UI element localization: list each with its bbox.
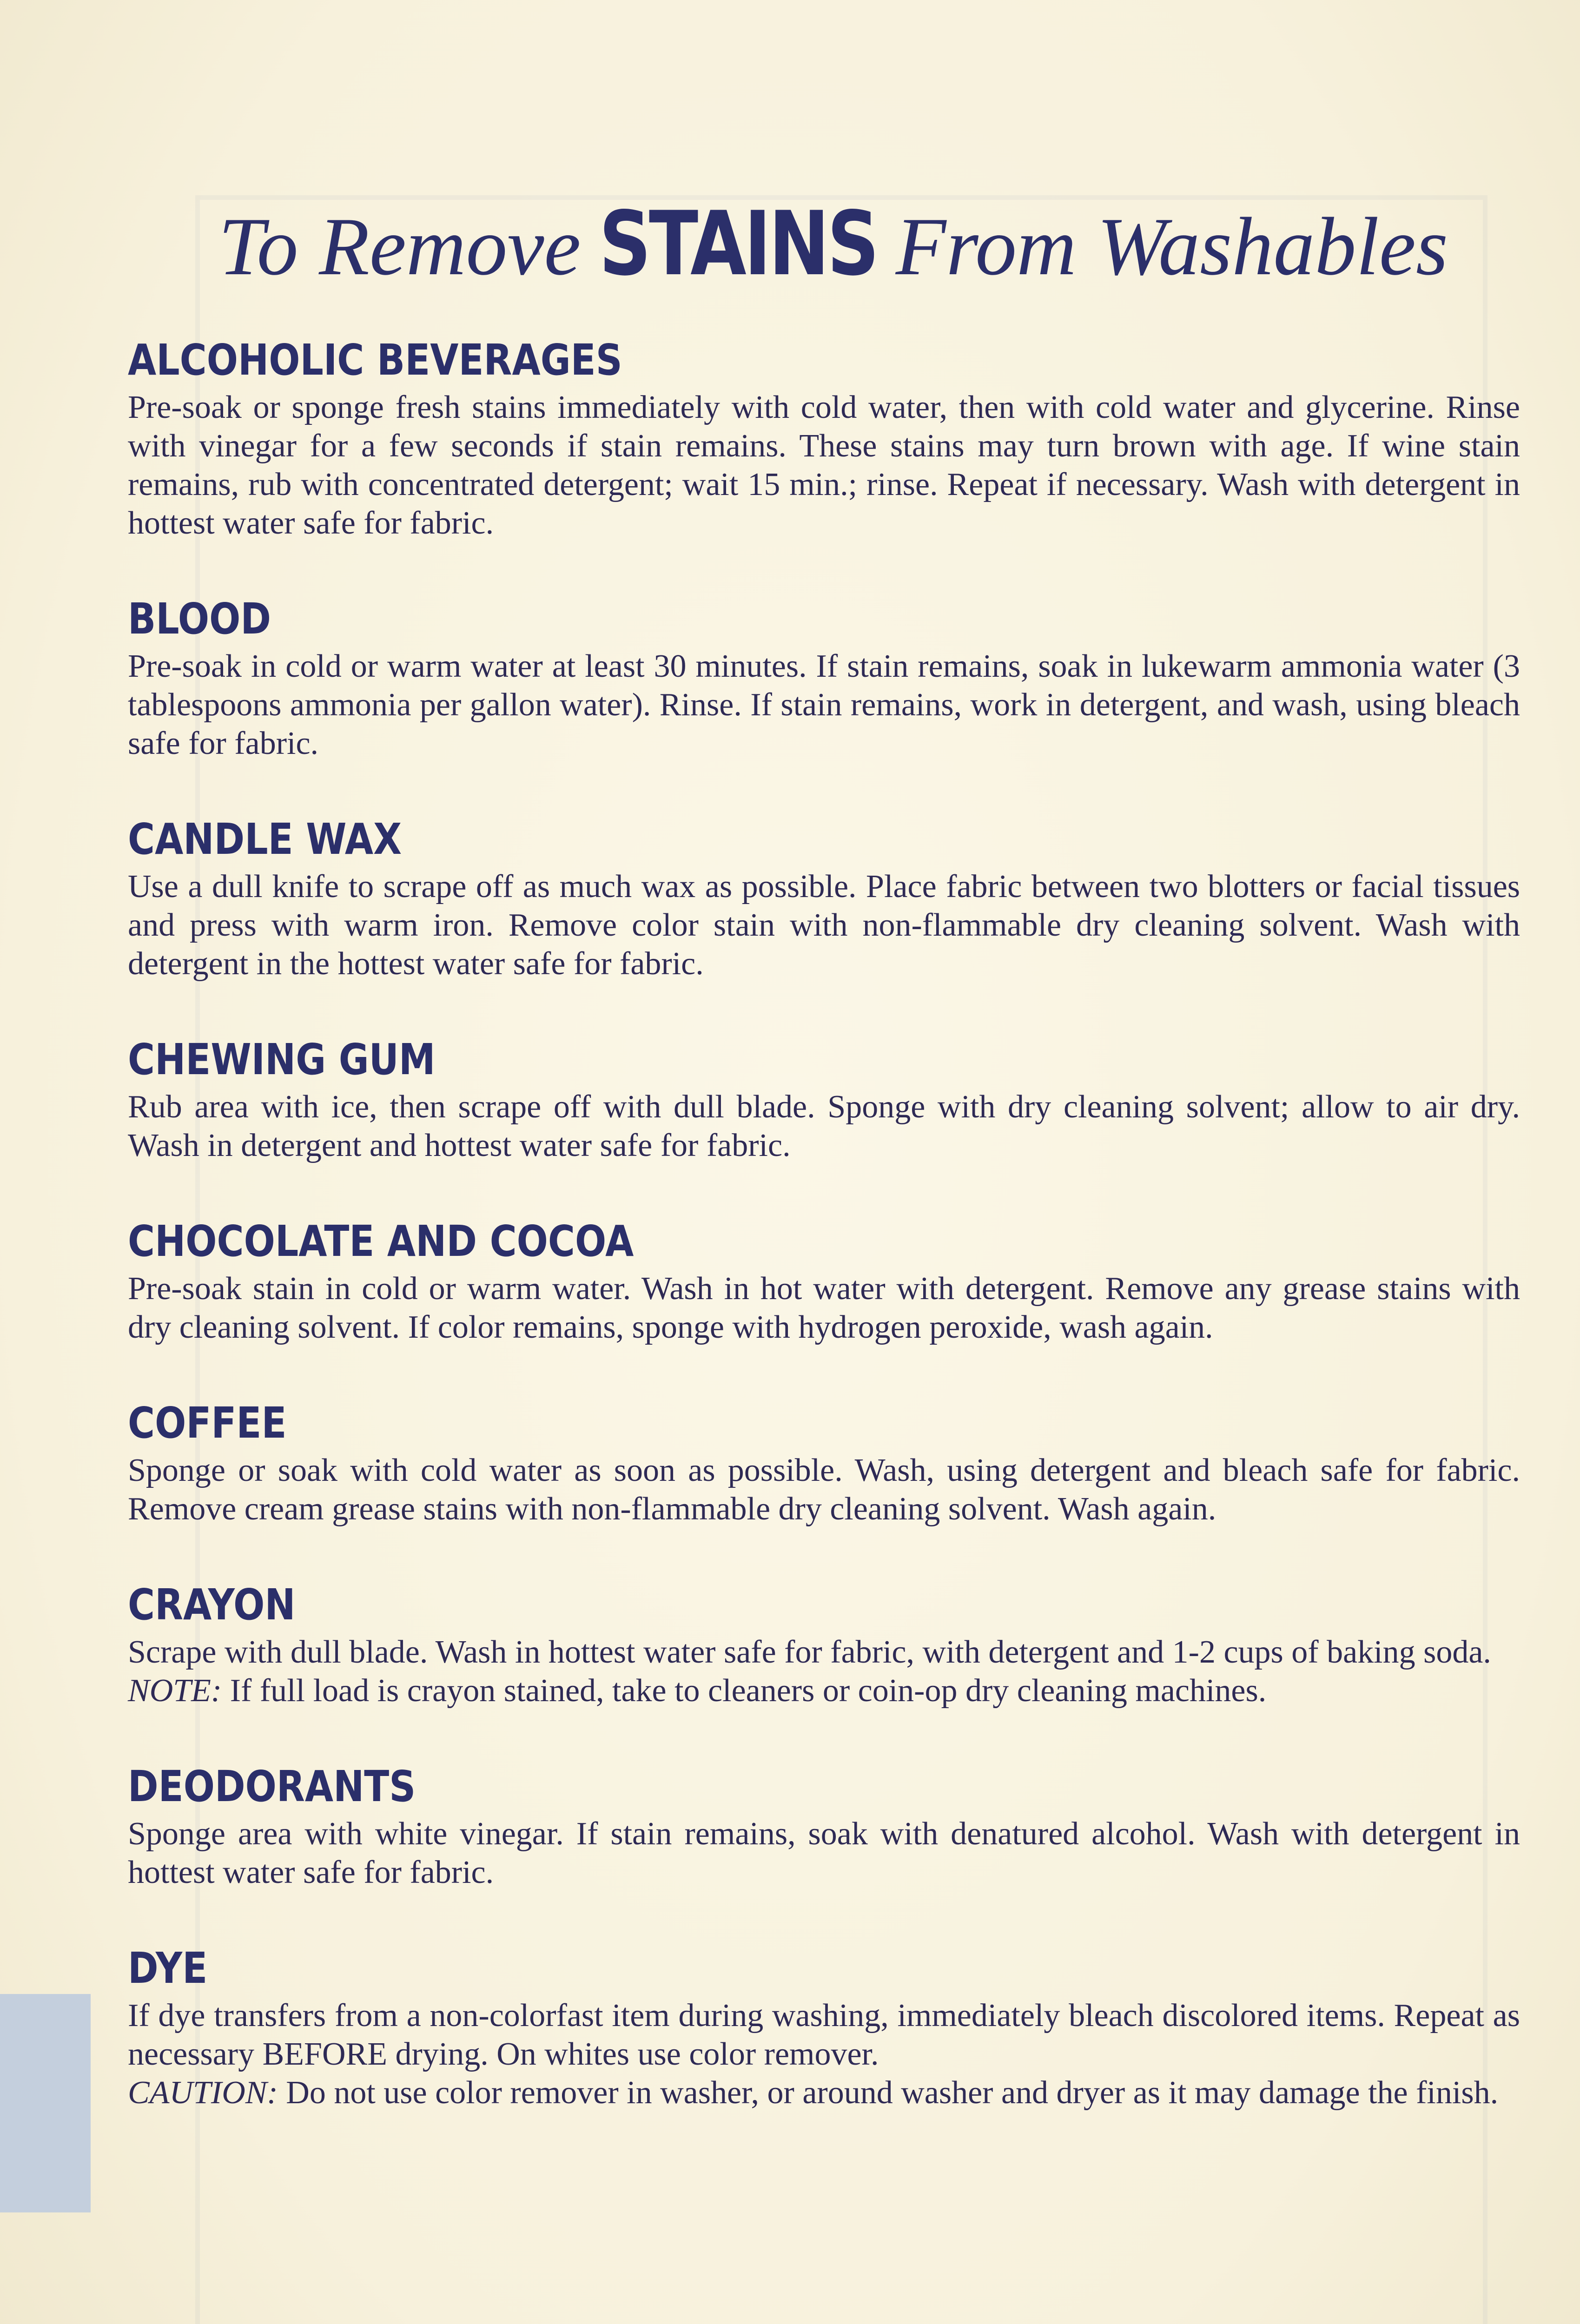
section-heading: ALCOHOLIC BEVERAGES [128,335,622,385]
title-suffix: From Washables [895,200,1448,292]
page-edge-tab [0,1994,91,2212]
section-blood [128,591,1520,763]
stain-sections [128,332,1520,2161]
section-body: Sponge area with white vinegar. If stain remains, soak with denatured alcohol. Wash with detergent in hottest water safe for fabric. [128,1816,1520,1890]
page-title [218,192,1448,295]
section-alcoholic-beverages [128,332,1520,542]
section-heading: CHEWING GUM [128,1035,436,1084]
section-note [128,1671,1520,1710]
note-text: If full load is crayon stained, take to cleaners or coin-op dry cleaning machines. [230,1673,1267,1709]
section-dye [128,1941,1520,2112]
section-body: Pre-soak stain in cold or warm water. Wash in hot water with detergent. Remove any grease stains with dry cleaning solvent. If color remains, sponge with hydrogen peroxide, wash again. [128,1271,1520,1345]
caution-label: CAUTION: [128,2075,278,2111]
caution-text: Do not use color remover in washer, or around washer and dryer as it may damage the finish. [286,2075,1499,2111]
section-heading: COFFEE [128,1398,287,1448]
note-label: NOTE: [128,1673,222,1709]
section-coffee [128,1395,1520,1528]
title-emphasis: STAINS [599,192,878,295]
section-heading: DEODORANTS [128,1762,416,1811]
section-body: Sponge or soak with cold water as soon as possible. Wash, using detergent and bleach safe for fabric. Remove cream grease stains with non-flammable dry cleaning solvent. Wash again. [128,1452,1520,1527]
section-deodorants [128,1759,1520,1892]
section-note [128,2073,1520,2112]
section-heading: BLOOD [128,594,271,644]
section-body: Pre-soak or sponge fresh stains immediately with cold water, then with cold water and glycerine. Rinse with vinegar for a few seconds if stain remains. These stains may turn brown with age. If wine stain remains, rub with concentrated detergent; wait 15 min.; rinse. Repeat if necessary. Wash with detergent in hottest water safe for fabric. [128,390,1520,541]
section-crayon [128,1577,1520,1710]
section-body: If dye transfers from a non-colorfast item during washing, immediately bleach discolored items. Repeat as necessary BEFORE drying. On whites use color remover. [128,1998,1520,2072]
section-heading: CANDLE WAX [128,814,402,864]
section-body: Pre-soak in cold or warm water at least 30 minutes. If stain remains, soak in lukewarm ammonia water (3 tablespoons ammonia per gallon water). Rinse. If stain remains, work in detergent, and wash, using bleach safe for fabric. [128,648,1520,761]
section-candle-wax [128,812,1520,983]
section-heading: CRAYON [128,1580,296,1630]
section-body: Rub area with ice, then scrape off with dull blade. Sponge with dry cleaning solvent; allow to air dry. Wash in detergent and hottest water safe for fabric. [128,1089,1520,1163]
section-heading: DYE [128,1943,208,1993]
section-chewing-gum [128,1032,1520,1165]
section-body: Scrape with dull blade. Wash in hottest water safe for fabric, with detergent and 1-2 cups of baking soda. [128,1634,1491,1670]
title-prefix: To Remove [218,200,581,292]
section-heading: CHOCOLATE AND COCOA [128,1216,634,1266]
section-body: Use a dull knife to scrape off as much wax as possible. Place fabric between two blotters or facial tissues and press with warm iron. Remove color stain with non-flammable dry cleaning solvent. Wash with detergent in the hottest water safe for fabric. [128,869,1520,982]
section-chocolate-and-cocoa [128,1214,1520,1347]
